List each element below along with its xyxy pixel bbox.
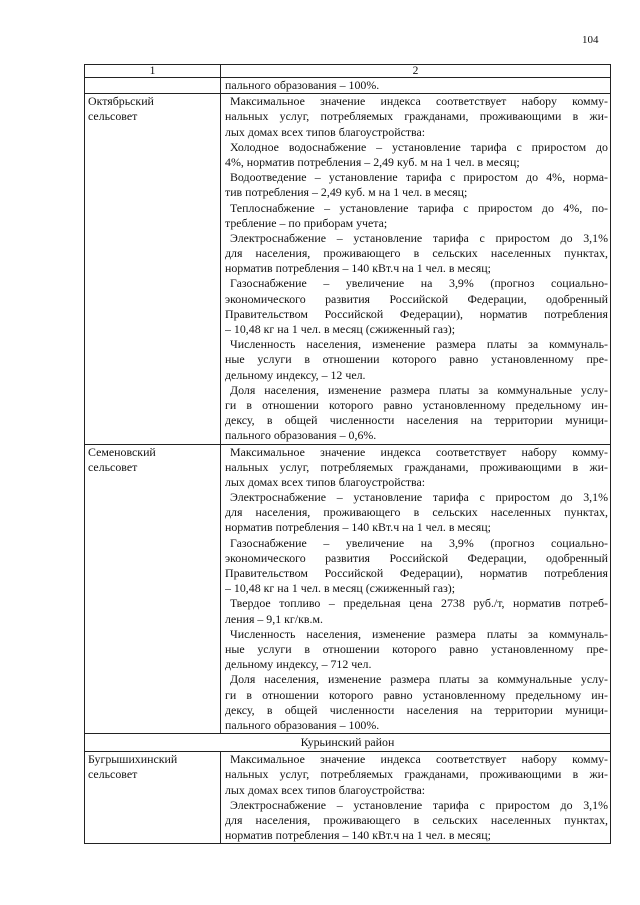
- description-line: Численность населения, изменение размера платы за коммуналь-: [230, 337, 608, 352]
- description-line: 4%, норматив потребления – 2,49 куб. м на 1 чел. в месяц;: [225, 154, 520, 169]
- description-line: Правительством Российской Федерации), норматив потребления: [225, 566, 608, 580]
- description-line: норматив потребления – 140 кВт.ч на 1 чел. в месяц;: [225, 520, 491, 535]
- description-line: тив потребления – 2,49 куб. м на 1 чел. в месяц;: [225, 185, 468, 200]
- description-line: ления – 9,1 кг/кв.м.: [225, 611, 323, 626]
- settlement-name-cell: [85, 94, 221, 444]
- table-row-bugryshikhinsky: [85, 752, 611, 844]
- description-line: пального образования – 100%.: [225, 78, 380, 92]
- description-line: дельному индексу, – 712 чел.: [225, 657, 372, 672]
- description-line: Электроснабжение – установление тарифа с приростом до 3,1%: [230, 230, 608, 245]
- description-line: для населения, проживающего в сельских населенных пунктах,: [225, 813, 608, 828]
- description-line: Доля населения, изменение размера платы за коммунальные услу-: [230, 382, 608, 397]
- description-line: Правительством Российской Федерации), норматив потребления: [225, 306, 608, 321]
- description-cell: [221, 78, 611, 94]
- description-line: дексу, в общей численности населения на территории муници-: [225, 413, 608, 428]
- region-heading-row: [85, 734, 611, 752]
- description-cell: [221, 752, 611, 844]
- description-line: нальных услуг, потребляемых гражданами, проживающими в жи-: [225, 109, 608, 124]
- settlement-name-line: Октябрьский: [88, 94, 154, 109]
- description-line: дексу, в общей численности населения на территории муници-: [225, 702, 608, 717]
- settlement-name-line: сельсовет: [88, 109, 138, 124]
- description-line: норматив потребления – 140 кВт.ч на 1 чел. в месяц;: [225, 261, 491, 276]
- description-line: лых домах всех типов благоустройства:: [225, 474, 426, 489]
- description-line: Доля населения, изменение размера платы за коммунальные услу-: [230, 672, 608, 687]
- description-line: для населения, проживающего в сельских населенных пунктах,: [225, 246, 608, 261]
- description-line: дельному индексу, – 12 чел.: [225, 367, 366, 382]
- column-header-1: 1: [85, 65, 221, 78]
- settlement-name-line: сельсовет: [88, 767, 138, 782]
- description-cell: [221, 94, 611, 444]
- description-line: – 10,48 кг на 1 чел. в месяц (сжиженный газ);: [225, 581, 456, 596]
- description-line: экономического развития Российской Федерации, одобренный: [225, 550, 608, 565]
- description-line: Максимальное значение индекса соответствует набору комму-: [230, 94, 608, 109]
- description-line: Электроснабжение – установление тарифа с приростом до 3,1%: [230, 797, 608, 812]
- document-table: [84, 64, 611, 844]
- description-line: ные услуги в отношении которого равно установленному пре-: [225, 352, 608, 367]
- description-line: лых домах всех типов благоустройства:: [225, 782, 426, 797]
- description-line: Газоснабжение – увеличение на 3,9% (прогноз социально-: [230, 276, 608, 291]
- description-cell: [221, 444, 611, 734]
- description-line: пального образования – 0,6%.: [225, 428, 377, 443]
- description-line: – 10,48 кг на 1 чел. в месяц (сжиженный газ);: [225, 322, 456, 336]
- description-line: Электроснабжение – установление тарифа с приростом до 3,1%: [230, 490, 608, 505]
- description-line: ги в отношении которого равно установленному предельному ин-: [225, 397, 608, 412]
- description-line: ги в отношении которого равно установленному предельному ин-: [225, 687, 608, 702]
- description-line: Численность населения, изменение размера платы за коммуналь-: [230, 626, 608, 641]
- description-line: Водоотведение – установление тарифа с приростом до 4%, норма-: [230, 170, 608, 185]
- description-line: требление – по приборам учета;: [225, 215, 388, 230]
- settlement-name-cell: [85, 752, 221, 844]
- table-row-oktyabrsky: [85, 94, 611, 444]
- description-line: нальных услуг, потребляемых гражданами, проживающими в жи-: [225, 459, 608, 474]
- settlement-name-cell: [85, 444, 221, 734]
- description-line: для населения, проживающего в сельских населенных пунктах,: [225, 505, 608, 520]
- description-line: Твердое топливо – предельная цена 2738 руб./т, норматив потреб-: [230, 596, 608, 611]
- settlement-name-line: Семеновский: [88, 444, 156, 459]
- settlement-name-line: Бугрышихинский: [88, 752, 178, 767]
- settlement-name-line: сельсовет: [88, 459, 138, 474]
- table-header-row: [85, 65, 611, 78]
- description-line: лых домах всех типов благоустройства:: [225, 124, 426, 139]
- description-line: Газоснабжение – увеличение на 3,9% (прогноз социально-: [230, 535, 608, 550]
- description-line: нальных услуг, потребляемых гражданами, проживающими в жи-: [225, 767, 608, 782]
- description-line: Холодное водоснабжение – установление тарифа с приростом до: [230, 139, 608, 154]
- column-header-2: 2: [221, 65, 611, 78]
- table-row-semenovsky: [85, 444, 611, 734]
- description-line: Максимальное значение индекса соответствует набору комму-: [230, 752, 608, 767]
- table-row-continuation: [85, 78, 611, 94]
- description-line: Максимальное значение индекса соответствует набору комму-: [230, 444, 608, 459]
- description-line: экономического развития Российской Федерации, одобренный: [225, 291, 608, 306]
- description-line: пального образования – 100%.: [225, 717, 380, 732]
- description-line: ные услуги в отношении которого равно установленному пре-: [225, 641, 608, 656]
- description-line: Теплоснабжение – установление тарифа с приростом до 4%, по-: [230, 200, 608, 215]
- description-line: норматив потребления – 140 кВт.ч на 1 чел. в месяц;: [225, 828, 491, 843]
- settlement-name-cell: [85, 78, 221, 94]
- region-heading: Курьинский район: [85, 734, 611, 752]
- page-number: 104: [582, 34, 599, 46]
